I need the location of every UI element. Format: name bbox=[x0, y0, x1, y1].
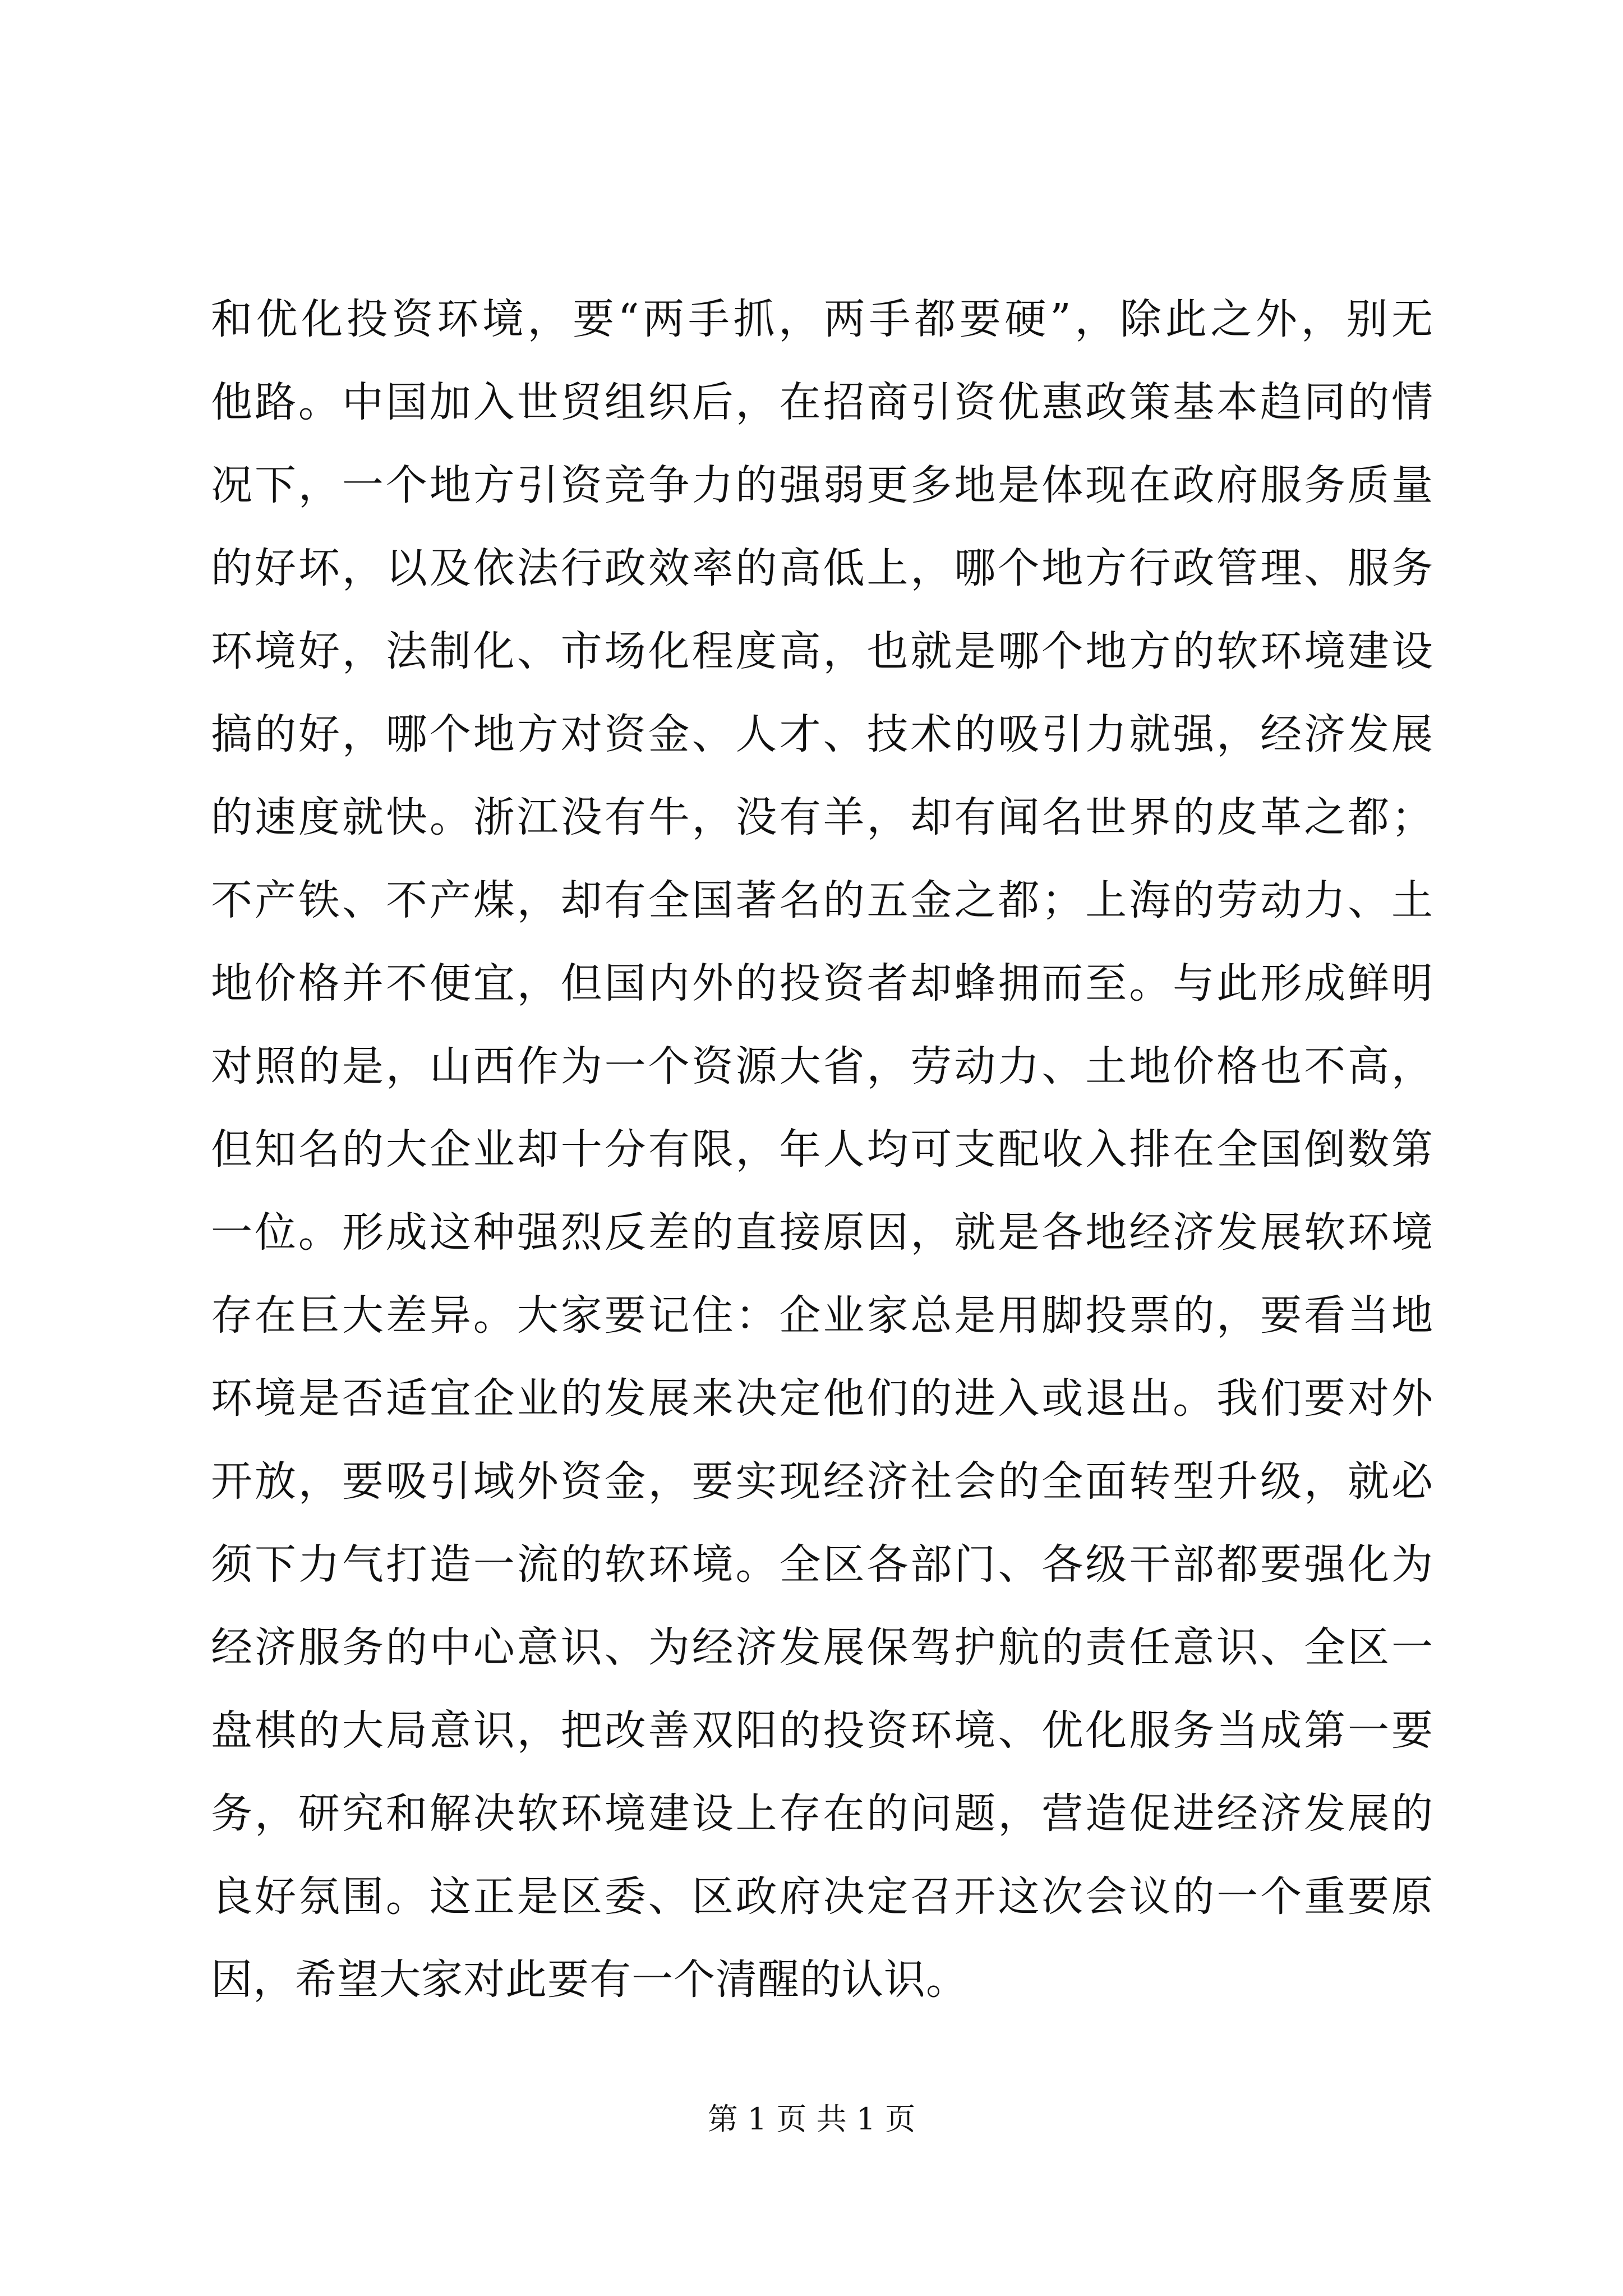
text-line: 环境好，法制化、市场化程度高，也就是哪个地方的软环境建设 bbox=[211, 627, 1433, 675]
text-line: 盘棋的大局意识，把改善双阳的投资环境、优化服务当成第一要 bbox=[211, 1706, 1433, 1755]
text-line: 良好氛围。这正是区委、区政府决定召开这次会议的一个重要原 bbox=[211, 1872, 1433, 1921]
text-line: 一位。形成这种强烈反差的直接原因，就是各地经济发展软环境 bbox=[211, 1208, 1433, 1257]
text-line: 对照的是，山西作为一个资源大省，劳动力、土地价格也不高， bbox=[211, 1042, 1433, 1091]
text-line: 的好坏，以及依法行政效率的高低上，哪个地方行政管理、服务 bbox=[211, 544, 1433, 592]
text-line: 但知名的大企业却十分有限，年人均可支配收入排在全国倒数第 bbox=[211, 1125, 1433, 1174]
text-line: 环境是否适宜企业的发展来决定他们的进入或退出。我们要对外 bbox=[211, 1374, 1433, 1423]
text-line: 和优化投资环境，要“两手抓，两手都要硬”，除此之外，别无 bbox=[211, 295, 1433, 343]
text-line: 搞的好，哪个地方对资金、人才、技术的吸引力就强，经济发展 bbox=[211, 710, 1433, 758]
text-line: 不产铁、不产煤，却有全国著名的五金之都；上海的劳动力、土 bbox=[211, 876, 1433, 924]
text-line: 经济服务的中心意识、为经济发展保驾护航的责任意识、全区一 bbox=[211, 1623, 1433, 1672]
text-line: 的速度就快。浙江没有牛，没有羊，却有闻名世界的皮革之都； bbox=[211, 793, 1433, 841]
text-line: 况下，一个地方引资竞争力的强弱更多地是体现在政府服务质量 bbox=[211, 461, 1433, 509]
text-line: 须下力气打造一流的软环境。全区各部门、各级干部都要强化为 bbox=[211, 1540, 1433, 1589]
text-line-last: 因，希望大家对此要有一个清醒的认识。 bbox=[211, 1955, 968, 2004]
text-line: 务，研究和解决软环境建设上存在的问题，营造促进经济发展的 bbox=[211, 1789, 1433, 1838]
text-line: 开放，要吸引域外资金，要实现经济社会的全面转型升级，就必 bbox=[211, 1457, 1433, 1506]
document-body bbox=[211, 278, 1433, 2021]
text-line: 存在巨大差异。大家要记住：企业家总是用脚投票的，要看当地 bbox=[211, 1291, 1433, 1340]
text-line: 地价格并不便宜，但国内外的投资者却蜂拥而至。与此形成鲜明 bbox=[211, 959, 1433, 1007]
text-line: 他路。中国加入世贸组织后，在招商引资优惠政策基本趋同的情 bbox=[211, 378, 1433, 426]
page-number-footer: 第 1 页 共 1 页 bbox=[707, 2101, 916, 2137]
